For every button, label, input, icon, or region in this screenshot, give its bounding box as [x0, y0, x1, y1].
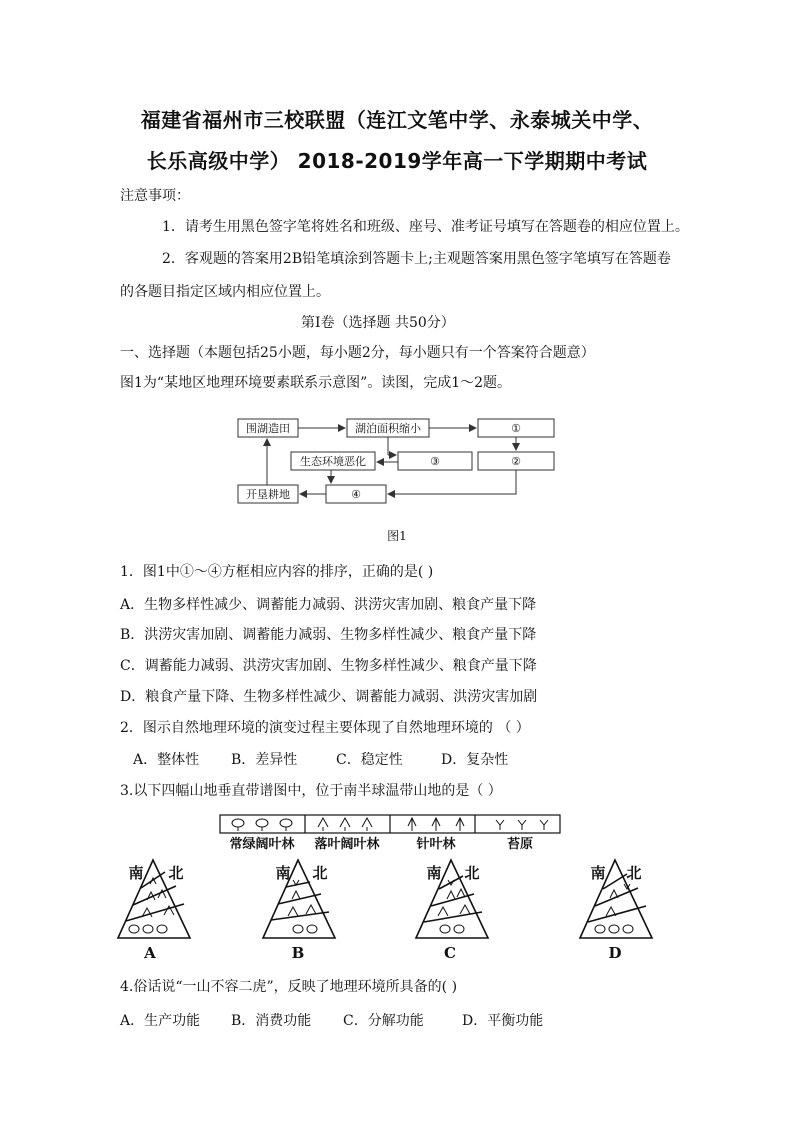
- figure1-intro: 图1为“某地区地理环境要素联系示意图”。读图，完成1～2题。: [120, 375, 512, 391]
- label-kaiken: 开垦耕地: [246, 488, 290, 501]
- q2-stem: 2．图示自然地理环境的演变过程主要体现了自然地理环境的 （ ）: [120, 720, 530, 736]
- label-hupo: 湖泊面积缩小: [355, 422, 421, 435]
- mountain-d-label: D: [608, 944, 622, 962]
- legend-deciduous: 落叶阔叶林: [314, 837, 380, 852]
- mountain-c-north: 北: [464, 864, 480, 882]
- mountain-d-north: 北: [626, 864, 642, 882]
- label-c1: ①: [511, 422, 521, 435]
- q4-option-b: B．消费功能: [231, 1013, 312, 1029]
- mountain-b-label: B: [291, 944, 305, 962]
- label-c4: ④: [351, 488, 361, 501]
- label-c3: ③: [430, 455, 440, 468]
- q1-option-b: B．洪涝灾害加剧、调蓄能力减弱、生物多样性减少、粮食产量下降: [120, 627, 537, 643]
- part-title: 一、选择题（本题包括25小题，每小题2分，每小题只有一个答案符合题意）: [120, 345, 595, 361]
- notice-heading: 注意事项：: [120, 188, 190, 204]
- mountain-b-north: 北: [312, 864, 328, 882]
- exam-title-line2: 长乐高级中学） 2018-2019学年高一下学期期中考试: [146, 149, 648, 173]
- exam-title-line1: 福建省福州市三校联盟（连江文笔中学、永泰城关中学、: [140, 108, 654, 132]
- q4-option-c: C．分解功能: [343, 1013, 424, 1029]
- mountain-a-south: 南: [128, 864, 144, 882]
- notice-item-2: 2．客观题的答案用2B铅笔填涂到答题卡上;主观题答案用黑色签字笔填写在答题卷: [162, 251, 671, 267]
- q2-option-c: C．稳定性: [336, 752, 403, 768]
- legend-tundra: 苔原: [506, 837, 534, 852]
- legend-conifer: 针叶林: [416, 837, 456, 852]
- mountain-a-north: 北: [168, 864, 184, 882]
- q1-option-a: A．生物多样性减少、调蓄能力减弱、洪涝灾害加剧、粮食产量下降: [120, 597, 537, 613]
- q4-option-a: A．生产功能: [120, 1013, 201, 1029]
- q2-option-a: A．整体性: [133, 752, 200, 768]
- legend-evergreen: 常绿阔叶林: [229, 837, 295, 852]
- q1-stem: 1．图1中①～④方框相应内容的排序，正确的是( ): [120, 564, 434, 580]
- q4-stem: 4.俗话说“一山不容二虎”，反映了地理环境所具备的( ): [120, 979, 458, 995]
- volume-heading: 第Ⅰ卷（选择题 共50分）: [301, 315, 455, 331]
- mountain-d-south: 南: [590, 864, 606, 882]
- q4-option-d: D．平衡功能: [462, 1013, 544, 1029]
- notice-item-1: 1．请考生用黑色签字笔将姓名和班级、座号、准考证号填写在答题卷的相应位置上。: [162, 219, 689, 235]
- mountain-c-label: C: [444, 944, 456, 962]
- mountain-b-south: 南: [275, 864, 291, 882]
- label-c2: ②: [511, 455, 521, 468]
- notice-item-2-cont: 的各题目指定区域内相应位置上。: [120, 284, 330, 300]
- mountain-c-south: 南: [426, 864, 442, 882]
- figure1-caption: 图1: [387, 529, 407, 543]
- q2-option-b: B．差异性: [231, 752, 298, 768]
- q1-option-c: C．调蓄能力减弱、洪涝灾害加剧、生物多样性减少、粮食产量下降: [120, 658, 537, 674]
- q1-option-d: D．粮食产量下降、生物多样性减少、调蓄能力减弱、洪涝灾害加剧: [120, 689, 538, 705]
- label-shengtai: 生态环境恶化: [300, 455, 366, 468]
- label-weihu: 围湖造田: [246, 422, 290, 435]
- q2-option-d: D．复杂性: [441, 752, 509, 768]
- mountain-a-label: A: [144, 944, 156, 962]
- q3-stem: 3.以下四幅山地垂直带谱图中，位于南半球温带山地的是（ ）: [120, 783, 502, 799]
